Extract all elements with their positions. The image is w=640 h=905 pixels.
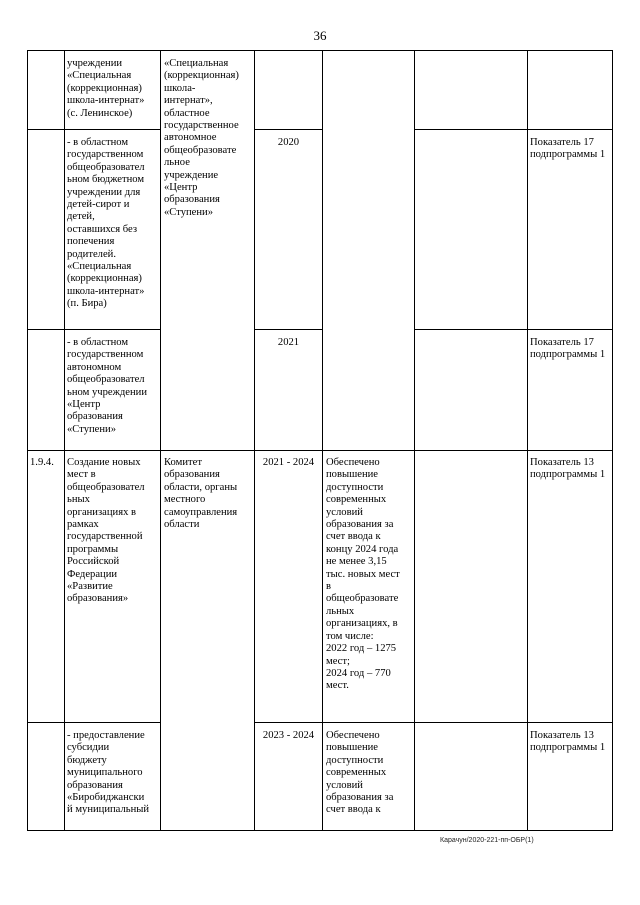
row4-indicator: Показатель 13 подпрограммы 1 (530, 457, 606, 481)
row5-result: Обеспечено повышение доступности современных условий образования за счет ввода к (326, 730, 394, 816)
row-divider-2b (254, 329, 323, 330)
row4-number: 1.9.4. (30, 457, 54, 468)
document-footer: Карачун/2020-221-пп-ОБР(1) (440, 837, 534, 844)
program-table (27, 50, 613, 831)
row3-indicator: Показатель 17 подпрограммы 1 (530, 337, 606, 361)
row-divider-3 (27, 450, 613, 451)
page-number: 36 (313, 28, 327, 43)
row5-period: 2023 - 2024 (262, 730, 315, 741)
row-divider-1a (27, 129, 161, 130)
row2-indicator: Показатель 17 подпрограммы 1 (530, 137, 606, 161)
row-divider-4b (254, 722, 613, 723)
col-divider-4 (322, 50, 323, 831)
row2-period: 2020 (277, 137, 300, 148)
row3-name: - в областном государственном автономном общеобразовател ьном учреждении «Центр образования «Ступени» (67, 337, 147, 435)
col-divider-2 (160, 50, 161, 831)
table-border-right (612, 50, 613, 831)
row5-indicator: Показатель 13 подпрограммы 1 (530, 730, 606, 754)
row-divider-2c (414, 329, 613, 330)
col-divider-1 (64, 50, 65, 831)
row-divider-4a (27, 722, 161, 723)
row4-period: 2021 - 2024 (262, 457, 315, 468)
row4-result: Обеспечено повышение доступности современных условий образования за счет ввода к концу 2024 года не менее 3,15 тыс. новых мест в общеобразовате льных организациях, в том числе: 2022 год – 1275 мест; 2024 год – 770 мест. (326, 457, 400, 692)
col-divider-5 (414, 50, 415, 831)
row3-period: 2021 (277, 337, 300, 348)
table-border-bottom (27, 830, 613, 831)
col-divider-3 (254, 50, 255, 831)
table-border-left (27, 50, 28, 831)
row1-executor: «Специальная (коррекционная) школа- интернат», областное государственное автономное общеобразовате льное учреждение «Центр образования «Ступени» (164, 58, 239, 218)
row4-executor: Комитет образования области, органы местного самоуправления области (164, 457, 238, 531)
col-divider-6 (527, 50, 528, 831)
row-divider-1b (254, 129, 323, 130)
row5-name: - предоставление субсидии бюджету муниципального образования «Биробиджански й муниципальный (67, 730, 150, 816)
row-divider-2a (27, 329, 161, 330)
row2-name: - в областном государственном общеобразовател ьном бюджетном учреждении для детей-сирот и детей, оставшихся без попечения родителей. «Специальная (коррекционная) школа-интернат» (п. Бира) (67, 137, 145, 310)
row4-name: Создание новых мест в общеобразовател ьных организациях в рамках государственной программы Российской Федерации «Развитие образования» (67, 457, 145, 605)
row1-name: учреждении «Специальная (коррекционная) школа-интернат» (с. Ленинское) (67, 58, 145, 119)
row-divider-1c (414, 129, 613, 130)
table-border-top (27, 50, 613, 51)
